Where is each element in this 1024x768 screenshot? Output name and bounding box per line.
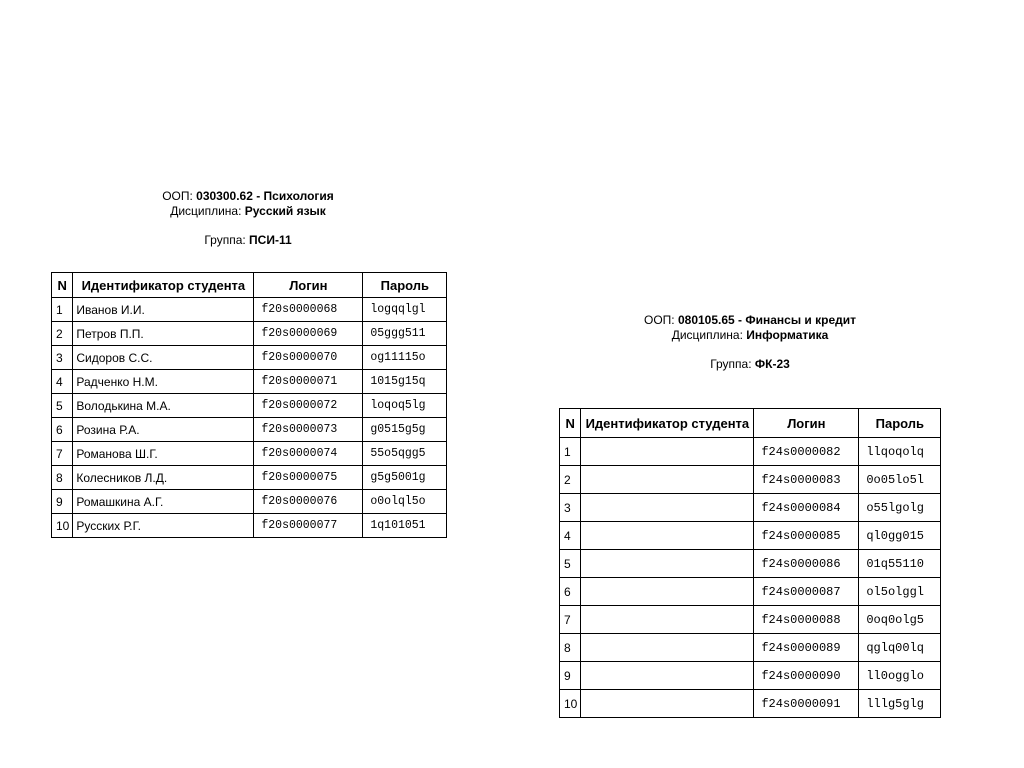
- doc1-discipline-line: [98, 204, 398, 219]
- login: f20s0000077: [254, 514, 363, 538]
- login: f20s0000073: [254, 418, 363, 442]
- doc1-table-header-row: [52, 273, 447, 298]
- doc1-group-line: [98, 233, 398, 248]
- login: f24s0000084: [754, 494, 859, 522]
- student-name: Русских Р.Г.: [73, 514, 254, 538]
- password: ll0ogglo: [859, 662, 941, 690]
- table-row: [52, 394, 447, 418]
- row-number: 1: [52, 298, 73, 322]
- login: f24s0000083: [754, 466, 859, 494]
- student-name: Радченко Н.М.: [73, 370, 254, 394]
- student-name: Ромашкина А.Г.: [73, 490, 254, 514]
- table-row: [560, 494, 941, 522]
- student-name: [581, 494, 754, 522]
- doc2-col-password: Пароль: [859, 409, 941, 438]
- row-number: 4: [560, 522, 581, 550]
- login: f20s0000070: [254, 346, 363, 370]
- doc1-oop-line: [98, 189, 398, 204]
- doc2-table-header-row: [560, 409, 941, 438]
- doc2-col-login: Логин: [754, 409, 859, 438]
- row-number: 1: [560, 438, 581, 466]
- password: ql0gg015: [859, 522, 941, 550]
- row-number: 10: [52, 514, 73, 538]
- student-name: [581, 466, 754, 494]
- table-row: [52, 370, 447, 394]
- row-number: 5: [52, 394, 73, 418]
- doc2-group-line: [600, 357, 900, 372]
- password: g5g5001g: [363, 466, 447, 490]
- password: 1015g15q: [363, 370, 447, 394]
- doc1-col-login: Логин: [254, 273, 363, 298]
- doc1-discipline-label: Дисциплина:: [170, 204, 245, 218]
- doc1-col-student-id: Идентификатор студента: [73, 273, 254, 298]
- doc2-oop-label: ООП:: [644, 313, 678, 327]
- login: f20s0000075: [254, 466, 363, 490]
- doc2-credentials-table: [559, 408, 941, 718]
- doc1-group-label: Группа:: [204, 233, 250, 247]
- table-row: [52, 322, 447, 346]
- student-name: Иванов И.И.: [73, 298, 254, 322]
- doc2-oop-line: [600, 313, 900, 328]
- student-name: [581, 578, 754, 606]
- table-row: [52, 346, 447, 370]
- table-row: [560, 634, 941, 662]
- password: qglq00lq: [859, 634, 941, 662]
- password: loqoq5lg: [363, 394, 447, 418]
- doc2-group-value: ФК-23: [754, 357, 790, 371]
- doc2-discipline-value: Информатика: [746, 328, 829, 342]
- password: ol5olggl: [859, 578, 941, 606]
- table-row: [560, 690, 941, 718]
- password: lllg5glg: [859, 690, 941, 718]
- doc2-group-label: Группа:: [710, 357, 755, 371]
- row-number: 9: [52, 490, 73, 514]
- doc2-discipline-line: [600, 328, 900, 343]
- row-number: 9: [560, 662, 581, 690]
- password: logqqlgl: [363, 298, 447, 322]
- student-name: [581, 690, 754, 718]
- student-name: Петров П.П.: [73, 322, 254, 346]
- doc1-col-password: Пароль: [363, 273, 447, 298]
- row-number: 6: [52, 418, 73, 442]
- row-number: 2: [52, 322, 73, 346]
- doc2-discipline-label: Дисциплина:: [671, 328, 747, 342]
- table-row: [52, 298, 447, 322]
- row-number: 2: [560, 466, 581, 494]
- table-row: [560, 606, 941, 634]
- login: f24s0000082: [754, 438, 859, 466]
- student-name: [581, 522, 754, 550]
- table-row: [560, 522, 941, 550]
- password: g0515g5g: [363, 418, 447, 442]
- login: f20s0000074: [254, 442, 363, 466]
- doc2-col-student-id: Идентификатор студента: [581, 409, 754, 438]
- doc1-group-value: ПСИ-11: [249, 233, 292, 247]
- login: f24s0000086: [754, 550, 859, 578]
- password: 01q55110: [859, 550, 941, 578]
- password: 05ggg511: [363, 322, 447, 346]
- table-row: [52, 514, 447, 538]
- password: 1q101051: [363, 514, 447, 538]
- password: 0o05lo5l: [859, 466, 941, 494]
- login: f20s0000068: [254, 298, 363, 322]
- table-row: [560, 466, 941, 494]
- student-name: [581, 438, 754, 466]
- doc1-header: [98, 189, 398, 248]
- row-number: 10: [560, 690, 581, 718]
- password: o55lgolg: [859, 494, 941, 522]
- doc1-discipline-value: Русский язык: [244, 204, 326, 218]
- table-row: [560, 438, 941, 466]
- student-name: [581, 662, 754, 690]
- password: llqoqolq: [859, 438, 941, 466]
- login: f20s0000069: [254, 322, 363, 346]
- row-number: 8: [52, 466, 73, 490]
- table-row: [560, 662, 941, 690]
- student-name: Романова Ш.Г.: [73, 442, 254, 466]
- student-name: [581, 550, 754, 578]
- password: 0oq0olg5: [859, 606, 941, 634]
- login: f24s0000089: [754, 634, 859, 662]
- row-number: 3: [560, 494, 581, 522]
- student-name: Сидоров С.С.: [73, 346, 254, 370]
- table-row: [52, 466, 447, 490]
- row-number: 4: [52, 370, 73, 394]
- login: f20s0000072: [254, 394, 363, 418]
- doc2-oop-value: 080105.65 - Финансы и кредит: [677, 313, 856, 327]
- doc2-header: [600, 313, 900, 372]
- doc1-col-n: N: [52, 273, 73, 298]
- doc1-oop-label: ООП:: [162, 189, 197, 203]
- row-number: 6: [560, 578, 581, 606]
- table-row: [52, 442, 447, 466]
- login: f24s0000087: [754, 578, 859, 606]
- login: f20s0000076: [254, 490, 363, 514]
- password: o0olql5o: [363, 490, 447, 514]
- table-row: [52, 490, 447, 514]
- row-number: 5: [560, 550, 581, 578]
- row-number: 8: [560, 634, 581, 662]
- row-number: 7: [560, 606, 581, 634]
- password: og11115o: [363, 346, 447, 370]
- student-name: Володькина М.А.: [73, 394, 254, 418]
- row-number: 7: [52, 442, 73, 466]
- login: f24s0000085: [754, 522, 859, 550]
- table-row: [560, 578, 941, 606]
- login: f20s0000071: [254, 370, 363, 394]
- doc2-col-n: N: [560, 409, 581, 438]
- table-row: [560, 550, 941, 578]
- password: 55o5qgg5: [363, 442, 447, 466]
- doc1-credentials-table: [51, 272, 447, 538]
- student-name: [581, 634, 754, 662]
- login: f24s0000088: [754, 606, 859, 634]
- student-name: Колесников Л.Д.: [73, 466, 254, 490]
- row-number: 3: [52, 346, 73, 370]
- login: f24s0000090: [754, 662, 859, 690]
- login: f24s0000091: [754, 690, 859, 718]
- table-row: [52, 418, 447, 442]
- student-name: [581, 606, 754, 634]
- doc1-oop-value: 030300.62 - Психология: [196, 189, 334, 203]
- student-name: Розина Р.А.: [73, 418, 254, 442]
